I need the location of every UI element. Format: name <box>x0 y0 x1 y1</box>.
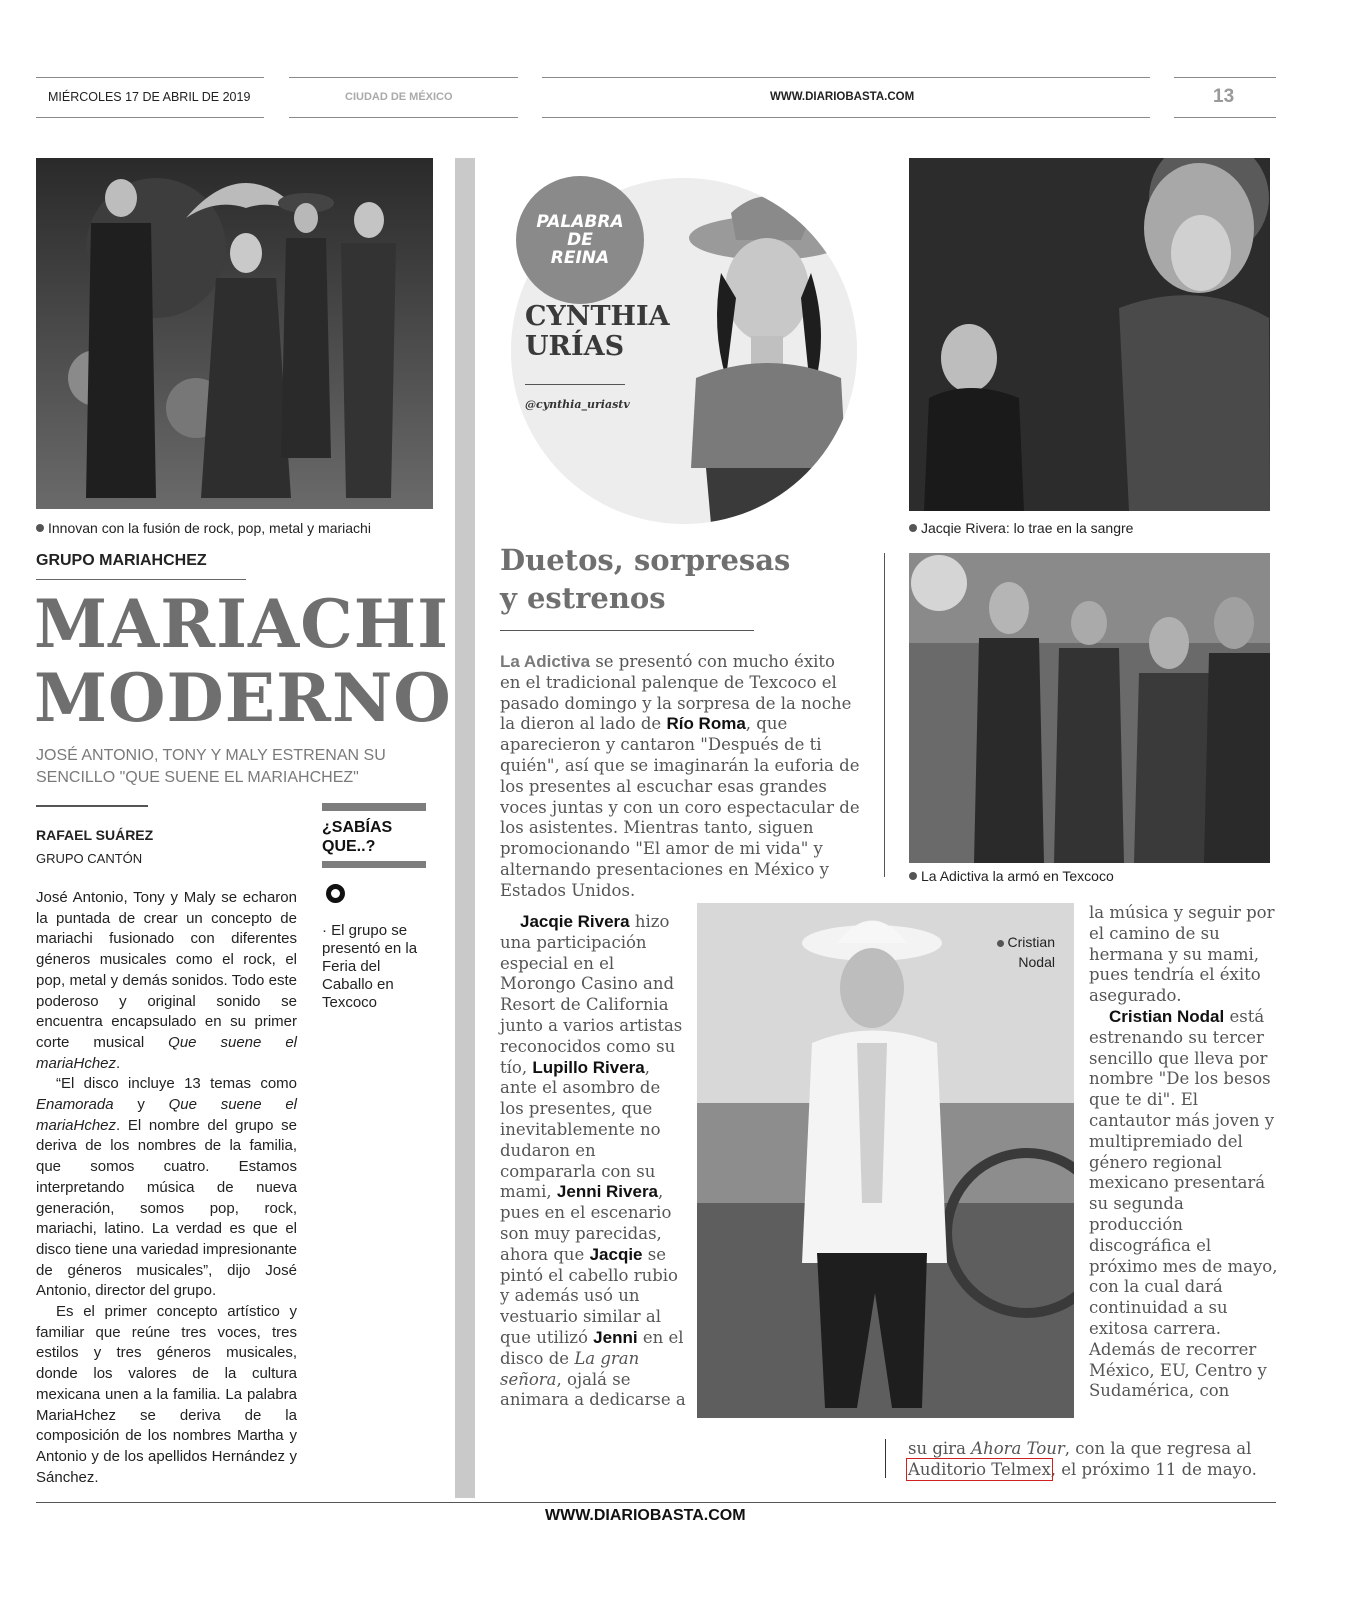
la-adictiva-bold: La Adictiva <box>500 652 591 671</box>
badge-line-1: PALABRA <box>536 212 624 232</box>
column-headline-rule <box>500 630 754 631</box>
caption-bullet-icon <box>909 524 917 532</box>
header-rule-bottom-2 <box>289 117 518 118</box>
adictiva-caption-text: La Adictiva la armó en Texcoco <box>921 868 1114 884</box>
columnist-handle[interactable]: @cynthia_uriastv <box>525 398 630 411</box>
nodal-photo-image <box>697 903 1074 1418</box>
sabias-top-bar <box>322 803 426 811</box>
jacqie-photo-caption <box>909 520 1133 536</box>
section-kicker: GRUPO MARIAHCHEZ <box>36 552 207 569</box>
footer-site[interactable]: WWW.DIARIOBASTA.COM <box>545 1507 746 1524</box>
jenni-bold: Jenni <box>593 1327 638 1347</box>
header-rule-top-1 <box>36 77 264 78</box>
columnist-name <box>525 302 670 362</box>
header-date: MIÉRCOLES 17 DE ABRIL DE 2019 <box>48 90 251 104</box>
bottom-marker-rule <box>885 1439 886 1478</box>
nodal-caption <box>980 932 1055 972</box>
footer-rule <box>36 1502 1276 1503</box>
column-badge <box>516 176 644 304</box>
author-organization: GRUPO CANTÓN <box>36 851 143 866</box>
mariachi-photo-caption <box>36 520 371 536</box>
deck-line-1: JOSÉ ANTONIO, TONY Y MALY ESTRENAN SU <box>36 747 386 764</box>
sabias-text: · El grupo se presentó en la Feria del Caballo en Texcoco <box>322 922 418 1011</box>
column-headline-line-2: y estrenos <box>500 581 666 615</box>
columnist-name-line-1: CYNTHIA <box>525 301 670 332</box>
right-column-divider <box>884 553 885 877</box>
caption-bullet-icon <box>909 872 917 880</box>
deck-rule <box>36 805 148 807</box>
columnist-name-rule <box>525 384 625 385</box>
adictiva-photo-image <box>909 553 1270 863</box>
article-paragraph-2: “El disco incluye 13 temas como Enamorada y Que suene el mariaHchez. El nombre del grupo se deriva de los nombres de la familia, que somos cuatro. Estamos interpretando música de nueva generación, somos pop, rock, mariachi, latino. La verdad es que el disco tiene una variedad impresionante de géneros musicales”, dijo José Antonio, director del grupo. <box>36 1075 297 1300</box>
sabias-circle-icon <box>326 884 345 903</box>
kicker-rule <box>36 579 246 580</box>
header-rule-top-2 <box>289 77 518 78</box>
headline-line-1: MARIACHI <box>34 585 449 663</box>
header-rule-top-4 <box>1174 77 1276 78</box>
headline-line-2: MODERNO <box>34 659 452 737</box>
adictiva-photo <box>909 553 1270 863</box>
article-paragraph-1: José Antonio, Tony y Maly se echaron la puntada de crear un concepto de mariachi fusionado con diferentes géneros musicales como el rock, el pop, metal y demás sonidos. Todo este poderoso y original sonido se encuentra encapsulado en su primer corte musical Que suene el mariaHchez. <box>36 889 298 1072</box>
header-site[interactable]: WWW.DIARIOBASTA.COM <box>770 91 915 103</box>
sabias-bottom-bar <box>322 861 426 868</box>
lupillo-rivera-bold: Lupillo Rivera <box>532 1057 645 1077</box>
adictiva-photo-caption <box>909 868 1114 884</box>
sabias-title <box>322 818 392 856</box>
header-rule-bottom-3 <box>542 117 1150 118</box>
nodal-photo <box>697 903 1074 1418</box>
column-body-bottom: su gira Ahora Tour, con la que regresa al Auditorio Telmex, el próximo 11 de mayo. <box>908 1439 1257 1479</box>
article-paragraph-3: Es el primer concepto artístico y familiar que reúne tres voces, tres estilos y tres géneros musicales, donde los valores de la cultura mexicana unen a la familia. La palabra MariaHchez se deriva de la composición de los nombres Martha y Antonio y de los apellidos Hernández y Sánchez. <box>36 1303 297 1486</box>
auditorio-telmex-highlight[interactable]: Auditorio Telmex <box>908 1459 1051 1479</box>
sabias-title-line-2: QUE..? <box>322 838 376 855</box>
nodal-caption-line-2: Nodal <box>1018 954 1055 970</box>
header-rule-top-3 <box>542 77 1150 78</box>
column-headline-line-1: Duetos, sorpresas <box>500 543 791 577</box>
jacqie-bold: Jacqie <box>589 1244 643 1264</box>
cristian-nodal-bold: Cristian Nodal <box>1109 1006 1225 1026</box>
author-name: RAFAEL SUÁREZ <box>36 827 154 843</box>
jenni-rivera-bold: Jenni Rivera <box>556 1182 659 1202</box>
column-body-mid: Jacqie Rivera hizo una participación especial en el Morongo Casino and Resort de California junto a varios artistas reconocidos como su tío, Lupillo Rivera, ante el asombro de los presentes, que inevitablemente no dudaron en compararla con su mami, Jenni Rivera, pues en el escenario son muy parecidas, ahora que Jacqie se pintó el cabello rubio y además usó un vestuario similar al que utilizó Jenni en el disco de La gran señora, ojalá se animara a dedicarse a <box>500 912 686 1410</box>
header-rule-bottom-1 <box>36 117 264 118</box>
sabias-title-line-1: ¿SABÍAS <box>322 819 393 836</box>
jacqie-caption-text: Jacqie Rivera: lo trae en la sangre <box>921 520 1134 536</box>
column-divider <box>455 158 475 1498</box>
column-body-right: la música y seguir por el camino de su hermana y su mami, pues tendría el éxito asegurado. Cristian Nodal está estrenando su tercer sencillo que lleva por nombre "De los besos que te di". El cantautor más joven y multipremiado del género regional mexicano presentará su segunda producción discográfica el próximo mes de mayo, con la cual dará continuidad a su exitosa carrera. Además de recorrer México, EU, Centro y Sudamérica, con <box>1089 903 1278 1401</box>
mariachi-photo-image <box>36 158 433 509</box>
caption-bullet-icon <box>36 524 44 532</box>
header-rule-bottom-4 <box>1174 117 1276 118</box>
deck-line-2: SENCILLO "QUE SUENE EL MARIAHCHEZ" <box>36 769 359 786</box>
column-headline <box>500 541 790 617</box>
jacqie-rivera-bold: Jacqie Rivera <box>520 912 630 931</box>
mariachi-photo <box>36 158 433 509</box>
caption-bullet-icon <box>997 940 1004 947</box>
badge-line-3: REINA <box>550 248 610 268</box>
nodal-caption-line-1: Cristian <box>980 932 1055 952</box>
columnist-name-line-2: URÍAS <box>525 331 625 362</box>
column-body-top: La Adictiva se presentó con mucho éxito en el tradicional palenque de Texcoco el pasado domingo y la sorpresa de la noche la dieron al lado de Río Roma, que aparecieron y cantaron "Después de ti quién", así que se imaginarán la euforia de los presentes al escuchar esas grandes voces juntas y con un coro espectacular de los asistentes. Mientras tanto, siguen promocionando "El amor de mi vida" y alternando presentaciones en México y Estados Unidos. <box>500 652 860 900</box>
badge-line-2: DE <box>567 230 593 250</box>
mariachi-caption-text: Innovan con la fusión de rock, pop, metal y mariachi <box>48 520 371 536</box>
jacqie-photo <box>909 158 1270 511</box>
jacqie-photo-image <box>909 158 1270 511</box>
article-body <box>36 888 297 1488</box>
header-city: CIUDAD DE MÉXICO <box>345 91 453 103</box>
page-number: 13 <box>1213 86 1235 107</box>
rio-roma-bold: Río Roma <box>666 714 746 734</box>
